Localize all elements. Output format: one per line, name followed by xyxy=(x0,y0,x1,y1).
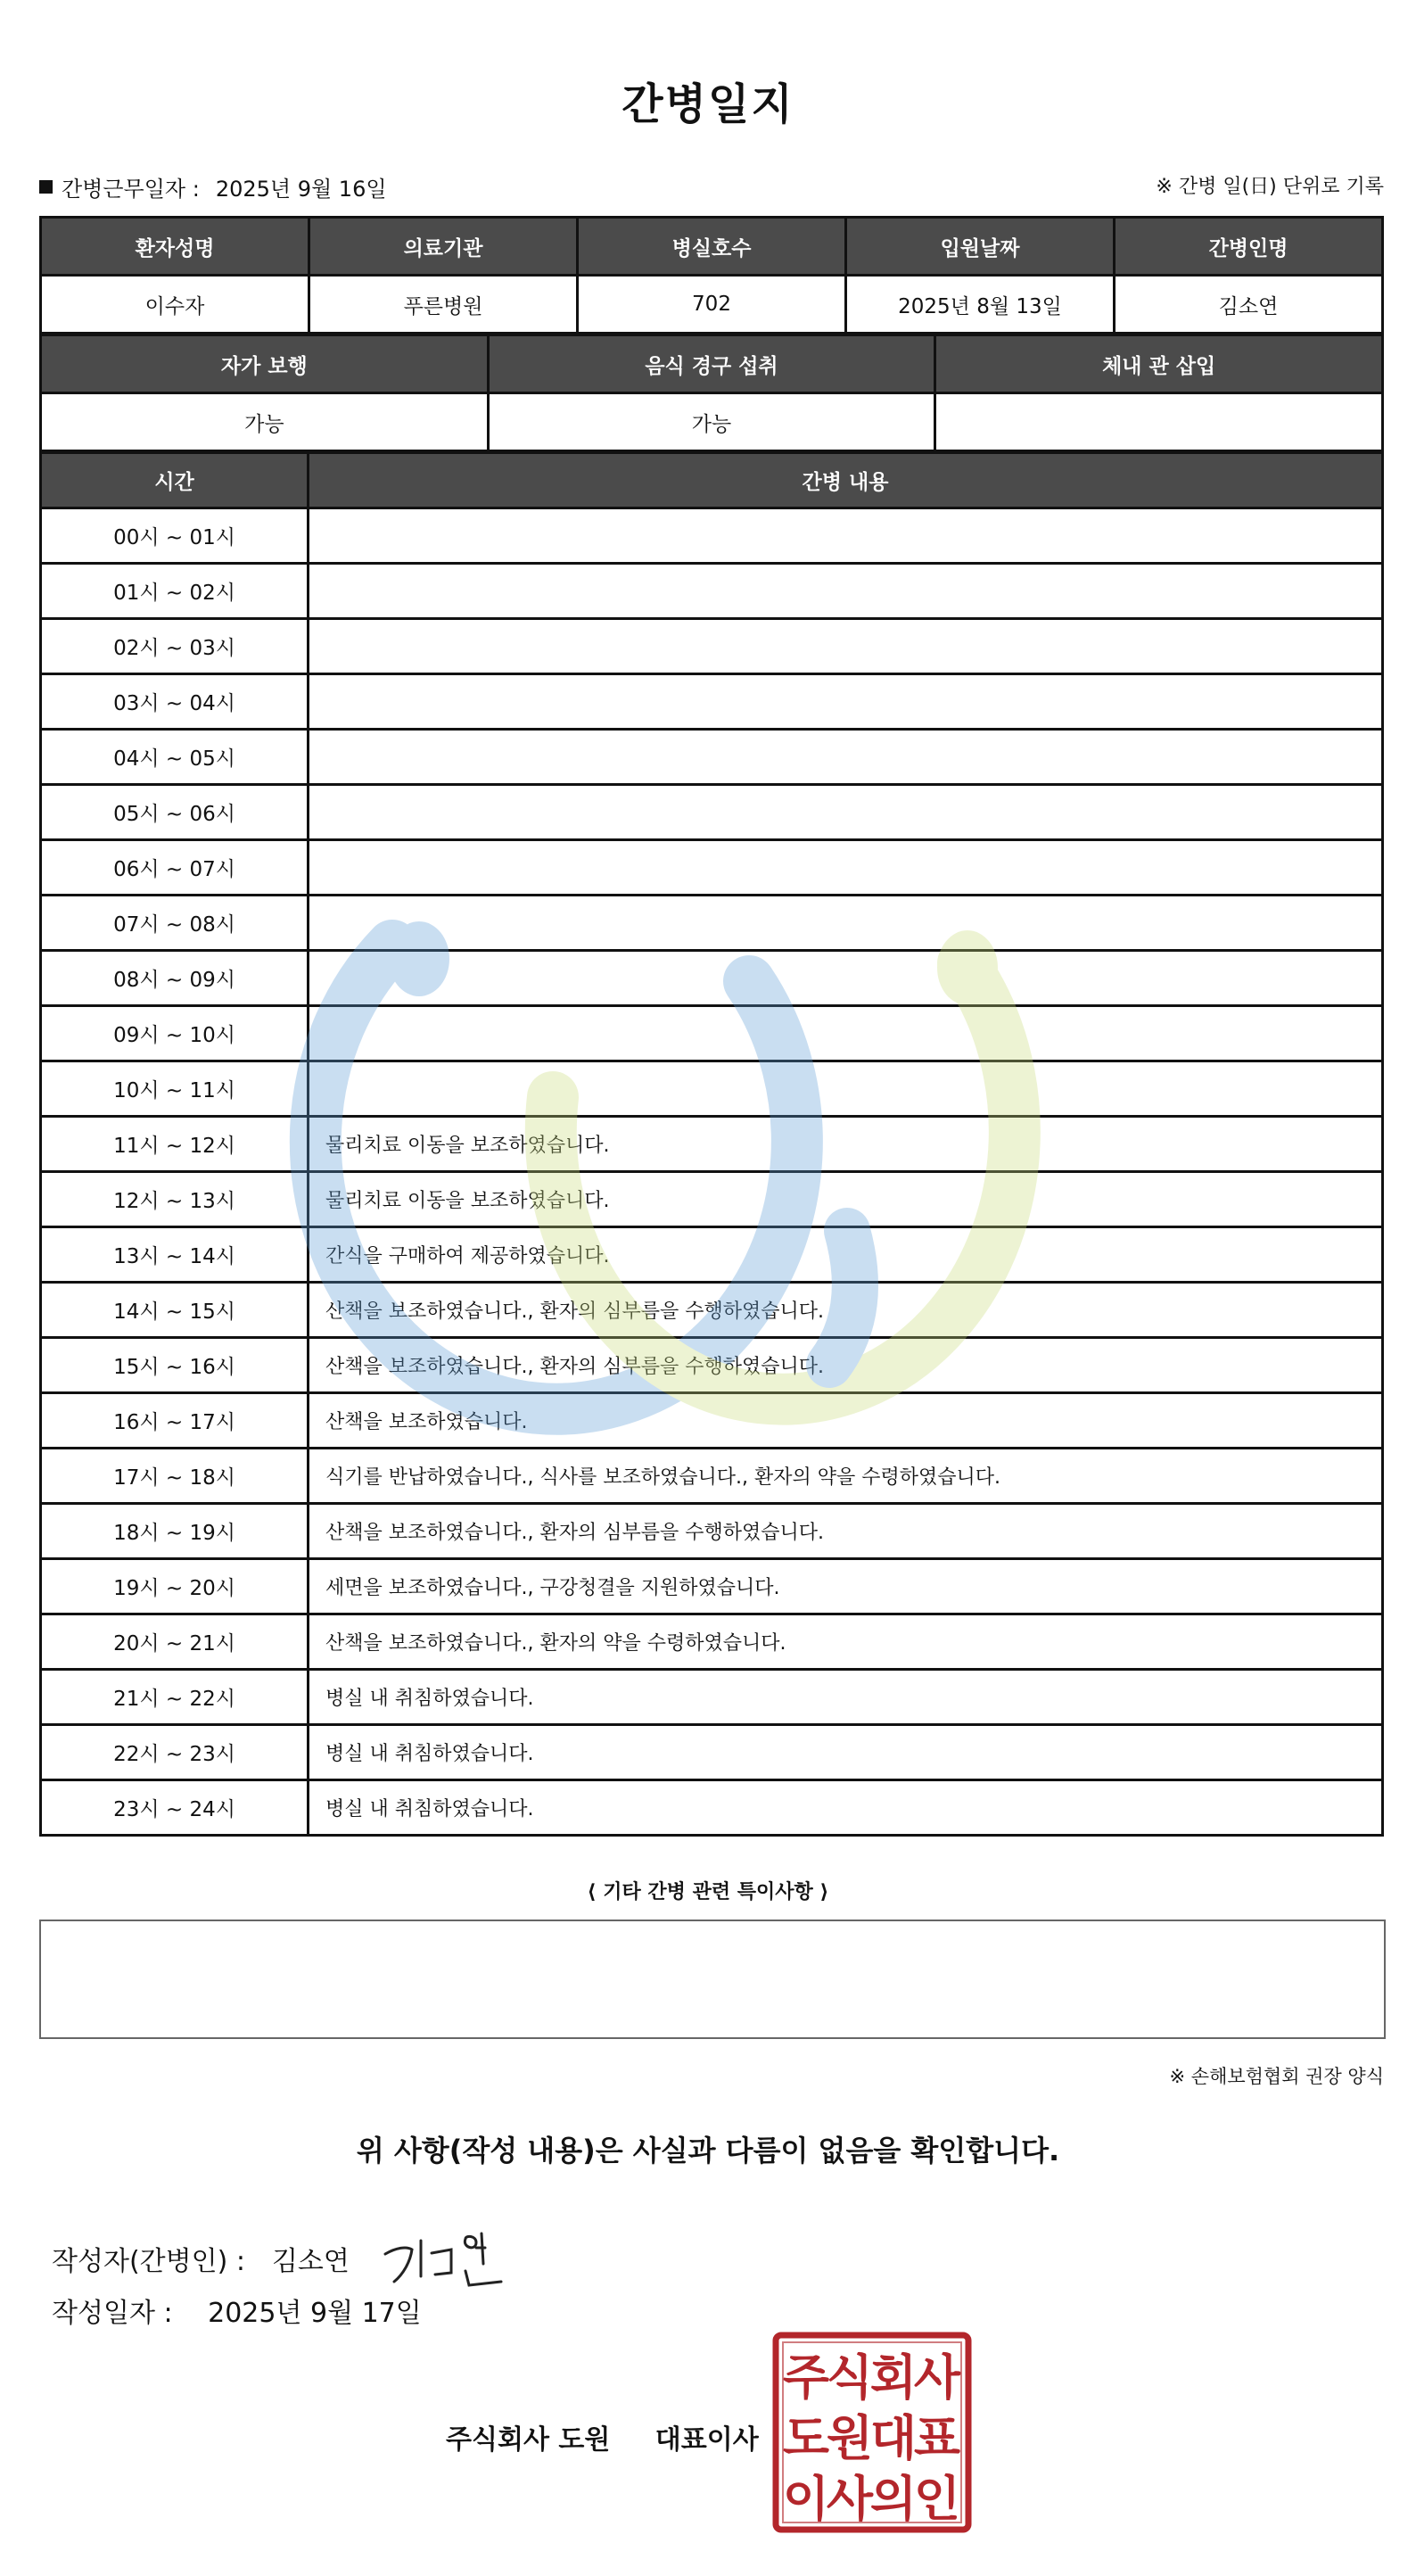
header-care-content: 간병 내용 xyxy=(309,453,1383,508)
confirmation-statement: 위 사항(작성 내용)은 사실과 다름이 없음을 확인합니다. xyxy=(356,2134,1060,2167)
time-slot: 21시 ~ 22시 xyxy=(41,1670,309,1725)
care-content xyxy=(309,1006,1383,1061)
care-content: 산책을 보조하였습니다., 환자의 심부름을 수행하였습니다. xyxy=(309,1283,1383,1338)
time-slot: 15시 ~ 16시 xyxy=(41,1338,309,1393)
work-date-value: 2025년 9월 16일 xyxy=(215,177,387,202)
patient-info-table xyxy=(39,216,1384,334)
patient-condition-table xyxy=(39,334,1384,452)
table-row xyxy=(41,1614,1383,1670)
table-row xyxy=(41,1504,1383,1559)
seal-glyph: 이 xyxy=(782,2471,830,2527)
writer-name: 김소연 xyxy=(271,2246,350,2277)
time-slot: 06시 ~ 07시 xyxy=(41,840,309,896)
time-slot: 20시 ~ 21시 xyxy=(41,1614,309,1670)
time-slot: 10시 ~ 11시 xyxy=(41,1061,309,1117)
table-row xyxy=(41,1117,1383,1172)
time-slot: 11시 ~ 12시 xyxy=(41,1117,309,1172)
care-content xyxy=(309,619,1383,674)
time-slot: 23시 ~ 24시 xyxy=(41,1780,309,1836)
seal-glyph: 식 xyxy=(826,2349,874,2406)
seal-glyph: 도 xyxy=(782,2410,830,2466)
admission-date: 2025년 8월 13일 xyxy=(846,276,1115,334)
time-slot: 17시 ~ 18시 xyxy=(41,1449,309,1504)
care-content xyxy=(309,730,1383,785)
header-patient-name: 환자성명 xyxy=(41,218,309,276)
header-self-walking: 자가 보행 xyxy=(41,335,489,393)
square-bullet-icon xyxy=(39,180,53,194)
time-slot: 12시 ~ 13시 xyxy=(41,1172,309,1227)
seal-glyph: 대 xyxy=(869,2410,918,2466)
time-slot: 03시 ~ 04시 xyxy=(41,674,309,730)
time-slot: 13시 ~ 14시 xyxy=(41,1227,309,1283)
care-content: 식기를 반납하였습니다., 식사를 보조하였습니다., 환자의 약을 수령하였습니다. xyxy=(309,1449,1383,1504)
time-slot: 05시 ~ 06시 xyxy=(41,785,309,840)
table-row xyxy=(41,1449,1383,1504)
care-content xyxy=(309,1061,1383,1117)
time-slot: 07시 ~ 08시 xyxy=(41,896,309,951)
seal-glyph: 사 xyxy=(913,2349,961,2406)
header-room: 병실호수 xyxy=(578,218,846,276)
table-row xyxy=(41,1670,1383,1725)
time-slot: 19시 ~ 20시 xyxy=(41,1559,309,1614)
care-content xyxy=(309,896,1383,951)
time-slot: 22시 ~ 23시 xyxy=(41,1725,309,1780)
writer-line xyxy=(52,2223,537,2294)
care-content: 물리치료 이동을 보조하였습니다. xyxy=(309,1172,1383,1227)
table-row xyxy=(41,619,1383,674)
table-row xyxy=(41,951,1383,1006)
seal-glyph: 원 xyxy=(826,2410,874,2466)
header-time: 시간 xyxy=(41,453,309,508)
work-date-label: 간병근무일자 : xyxy=(62,177,200,202)
room-number: 702 xyxy=(578,276,846,334)
writer-label: 작성자(간병인) : xyxy=(52,2246,245,2277)
form-note: ※ 손해보험협회 권장 양식 xyxy=(1169,2066,1384,2087)
care-content: 병실 내 취침하였습니다. xyxy=(309,1780,1383,1836)
time-slot: 08시 ~ 09시 xyxy=(41,951,309,1006)
table-row xyxy=(41,896,1383,951)
care-content: 산책을 보조하였습니다., 환자의 심부름을 수행하였습니다. xyxy=(309,1338,1383,1393)
care-content: 병실 내 취침하였습니다. xyxy=(309,1670,1383,1725)
written-date-line xyxy=(52,2291,422,2330)
seal-glyph: 회 xyxy=(869,2349,918,2406)
care-content: 병실 내 취침하였습니다. xyxy=(309,1725,1383,1780)
table-row xyxy=(41,730,1383,785)
tube-insertion-value xyxy=(935,393,1383,451)
table-row xyxy=(41,1559,1383,1614)
unit-note: ※ 간병 일(日) 단위로 기록 xyxy=(1156,176,1384,198)
care-content xyxy=(309,840,1383,896)
care-content xyxy=(309,564,1383,619)
care-content: 산책을 보조하였습니다., 환자의 심부름을 수행하였습니다. xyxy=(309,1504,1383,1559)
care-content xyxy=(309,951,1383,1006)
table-row xyxy=(41,1780,1383,1836)
self-walking-value: 가능 xyxy=(41,393,489,451)
table-row xyxy=(41,840,1383,896)
header-oral-intake: 음식 경구 섭취 xyxy=(488,335,935,393)
care-content xyxy=(309,508,1383,564)
hospital-name: 푸른병원 xyxy=(309,276,578,334)
care-content: 산책을 보조하였습니다. xyxy=(309,1393,1383,1449)
company-rep-title: 대표이사 xyxy=(654,2424,759,2456)
oral-intake-value: 가능 xyxy=(488,393,935,451)
care-content: 산책을 보조하였습니다., 환자의 약을 수령하였습니다. xyxy=(309,1614,1383,1670)
header-admission-date: 입원날짜 xyxy=(846,218,1115,276)
table-row xyxy=(41,1338,1383,1393)
handwritten-signature-icon xyxy=(376,2223,537,2294)
table-row xyxy=(41,1393,1383,1449)
header-hospital: 의료기관 xyxy=(309,218,578,276)
time-slot: 14시 ~ 15시 xyxy=(41,1283,309,1338)
patient-name: 이수자 xyxy=(41,276,309,334)
table-row xyxy=(41,1725,1383,1780)
time-slot: 09시 ~ 10시 xyxy=(41,1006,309,1061)
page-title: 간병일지 xyxy=(622,79,794,129)
time-slot: 18시 ~ 19시 xyxy=(41,1504,309,1559)
table-row xyxy=(41,564,1383,619)
table-row xyxy=(41,674,1383,730)
header-caregiver: 간병인명 xyxy=(1115,218,1383,276)
time-slot: 04시 ~ 05시 xyxy=(41,730,309,785)
table-row xyxy=(41,1061,1383,1117)
table-row xyxy=(41,1283,1383,1338)
care-log-table xyxy=(39,451,1384,1837)
remarks-title: ⟨ 기타 간병 관련 특이사항 ⟩ xyxy=(587,1881,829,1903)
company-name: 주식회사 도원 xyxy=(446,2424,611,2456)
seal-glyph: 사 xyxy=(826,2471,874,2527)
table-row xyxy=(41,508,1383,564)
care-content xyxy=(309,785,1383,840)
written-date-value: 2025년 9월 17일 xyxy=(208,2298,422,2329)
work-date xyxy=(39,171,387,202)
time-slot: 00시 ~ 01시 xyxy=(41,508,309,564)
care-content: 물리치료 이동을 보조하였습니다. xyxy=(309,1117,1383,1172)
time-slot: 01시 ~ 02시 xyxy=(41,564,309,619)
time-slot: 16시 ~ 17시 xyxy=(41,1393,309,1449)
caregiver-name: 김소연 xyxy=(1115,276,1383,334)
care-log-body xyxy=(41,508,1383,1836)
header-tube-insertion: 체내 관 삽입 xyxy=(935,335,1383,393)
seal-glyph: 표 xyxy=(913,2410,961,2466)
care-content xyxy=(309,674,1383,730)
table-row xyxy=(41,1172,1383,1227)
table-row xyxy=(41,1006,1383,1061)
care-content: 세면을 보조하였습니다., 구강청결을 지원하였습니다. xyxy=(309,1559,1383,1614)
seal-glyph: 인 xyxy=(913,2471,961,2527)
company-seal-icon xyxy=(772,2332,972,2533)
table-row xyxy=(41,1227,1383,1283)
written-date-label: 작성일자 : xyxy=(52,2298,173,2329)
seal-glyph: 주 xyxy=(782,2349,830,2406)
company-line xyxy=(446,2417,759,2456)
seal-glyph: 의 xyxy=(869,2471,918,2527)
table-row xyxy=(41,785,1383,840)
time-slot: 02시 ~ 03시 xyxy=(41,619,309,674)
remarks-box xyxy=(39,1920,1386,2039)
care-content: 간식을 구매하여 제공하였습니다. xyxy=(309,1227,1383,1283)
